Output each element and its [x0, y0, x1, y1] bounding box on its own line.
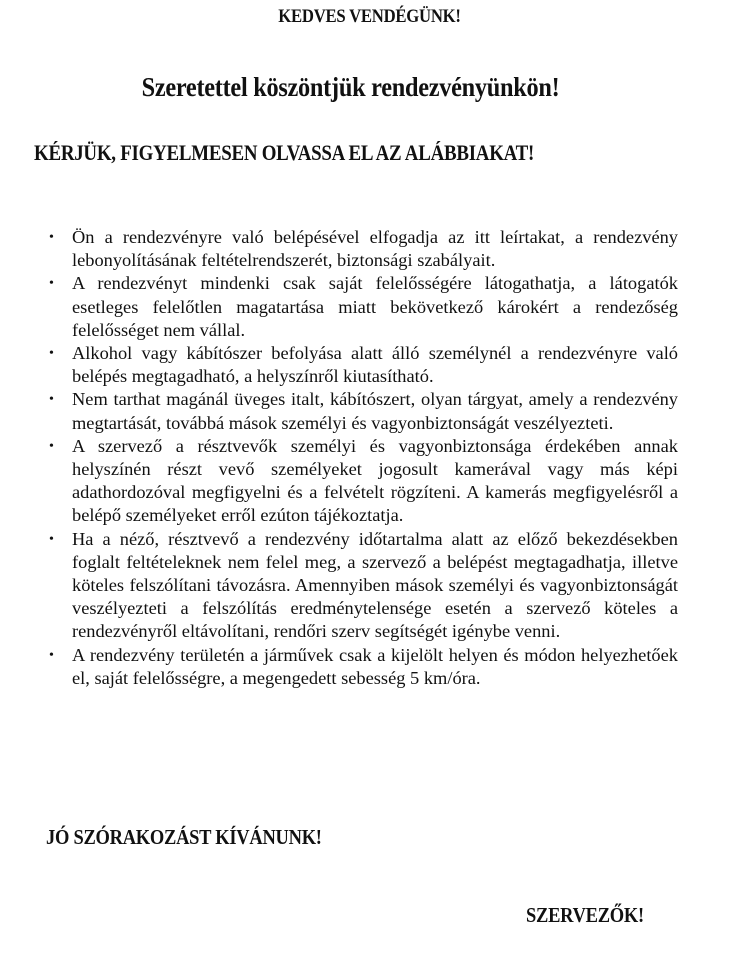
welcome-heading: Szeretettel köszöntjük rendezvényünkön! — [141, 72, 560, 102]
rule-item — [44, 272, 678, 342]
bullet-icon: • — [49, 276, 54, 292]
rule-item — [44, 435, 678, 528]
rule-text: A rendezvényt mindenki csak saját felelősségére látogathatja, a látogatók esetleges felelőtlen magatartása miatt bekövetkező károkért a rendezőség felelősséget nem vállal. — [72, 273, 678, 340]
rule-item — [44, 226, 678, 272]
rule-text: Ha a néző, résztvevő a rendezvény időtartalma alatt az előző bekezdésekben foglalt feltételeknek nem felel meg, a szervező a belépést megtagadhatja, illetve köteles felszólítani távozásra. Amennyiben mások személyi és vagyonbiztonságát veszélyezteti a felszólítás eredménytelensége esetén a szervező köteles a rendezvényről eltávolítani, rendőri szerv segítségét igénybe venni. — [72, 528, 678, 642]
organizers-signature: SZERVEZŐK! — [526, 903, 644, 927]
bullet-icon: • — [49, 438, 54, 454]
bullet-icon: • — [49, 230, 54, 245]
rule-text: A szervező a résztvevők személyi és vagyonbiztonsága érdekében annak helyszínén részt vevő személyeket jogosult kamerával vagy más képi adathordozóval megfigyelni és a felvételt rögzíteni. A kamerás megfigyelésről a belépő személyeket erről ezúton tájékoztatja. — [72, 435, 678, 526]
rules-list — [44, 226, 678, 690]
instruction-heading: KÉRJÜK, FIGYELMESEN OLVASSA EL AZ ALÁBBIAKAT! — [34, 140, 535, 165]
closing-wish: JÓ SZÓRAKOZÁST KÍVÁNUNK! — [46, 825, 322, 849]
rule-text: A rendezvény területén a járművek csak a kijelölt helyen és módon helyezhetőek el, saját felelősségre, a megengedett sebesség 5 km/óra. — [72, 644, 678, 688]
rule-item — [44, 342, 678, 388]
bullet-icon: • — [49, 346, 54, 362]
greeting-heading: KEDVES VENDÉGÜNK! — [278, 6, 461, 27]
rule-text: Ön a rendezvényre való belépésével elfogadja az itt leírtakat, a rendezvény lebonyolításának feltételrendszerét, biztonsági szabályait. — [72, 227, 678, 271]
bullet-icon: • — [49, 392, 54, 408]
bullet-icon: • — [49, 531, 54, 547]
bullet-icon: • — [49, 647, 54, 663]
rule-item — [44, 644, 678, 690]
rule-text: Nem tarthat magánál üveges italt, kábítószert, olyan tárgyat, amely a rendezvény megtartását, továbbá mások személyi és vagyonbiztonságát veszélyezteti. — [72, 389, 678, 433]
rule-item — [44, 388, 678, 434]
rule-text: Alkohol vagy kábítószer befolyása alatt álló személynél a rendezvényre való belépés megtagadható, a helyszínről kiutasítható. — [72, 343, 678, 387]
rule-item — [44, 528, 678, 644]
